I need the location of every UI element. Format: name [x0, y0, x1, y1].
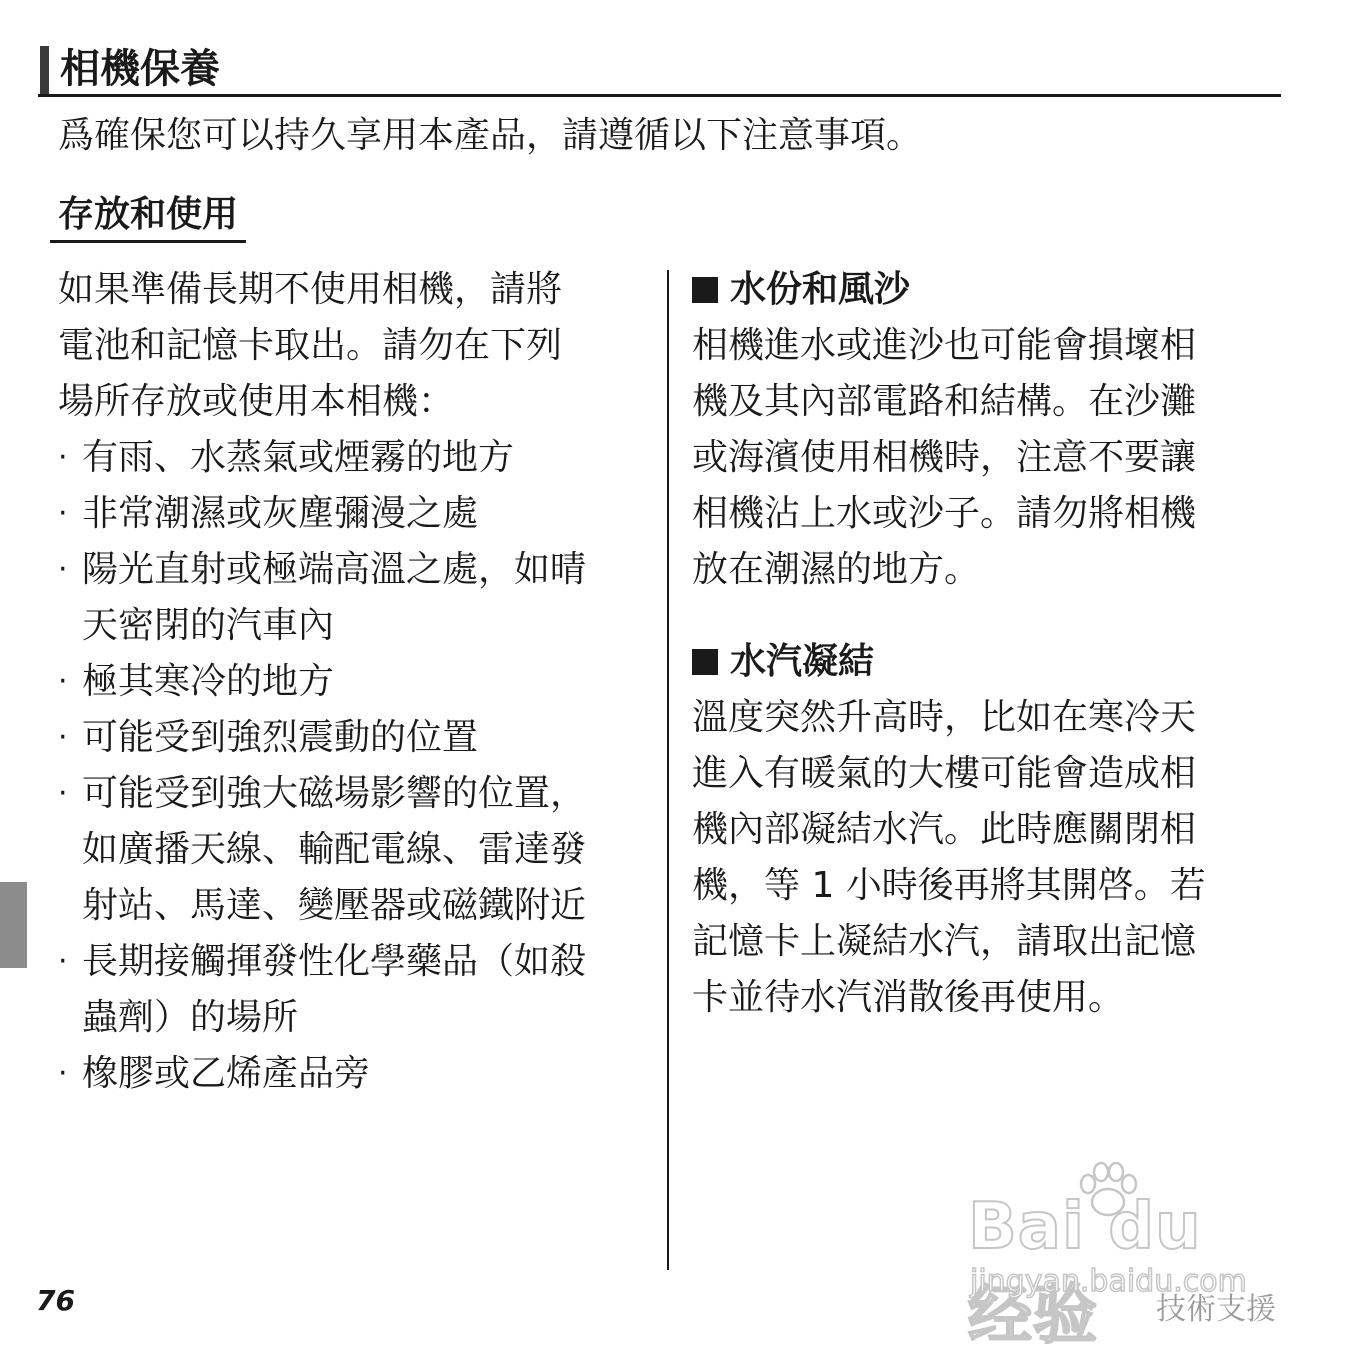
intro-text: 爲確保您可以持久享用本產品，請遵循以下注意事項。 [58, 115, 923, 156]
list-item-line: 有雨、水蒸氣或煙霧的地方 [82, 437, 515, 478]
bullet-dot: · [58, 664, 68, 699]
bullet-dot: · [58, 1056, 68, 1091]
list-item-line: 橡膠或乙烯產品旁 [82, 1053, 371, 1094]
bullet-dot: · [58, 776, 68, 811]
condensation-line: 卡並待水汽消散後再使用。 [692, 977, 1125, 1018]
water-sand-line: 相機沾上水或沙子。請勿將相機 [692, 493, 1197, 534]
condensation-line: 溫度突然升高時，比如在寒冷天 [692, 697, 1197, 738]
baidu-watermark [968, 1160, 1278, 1353]
page-number: 76 [36, 1284, 75, 1317]
title-marker [40, 46, 49, 94]
page-title: 相機保養 [60, 46, 220, 92]
list-item [58, 766, 654, 934]
bullet-dot: · [58, 944, 68, 979]
watermark-support-text: 技術支援 [1156, 1292, 1276, 1327]
condensation-line: 進入有暖氣的大樓可能會造成相 [692, 753, 1197, 794]
list-item-line: 蟲劑）的場所 [82, 997, 299, 1038]
bullet-dot: · [58, 496, 68, 531]
section-heading-label: 水汽凝結 [730, 641, 875, 682]
storage-lead-line: 場所存放或使用本相機： [58, 381, 455, 422]
water-sand-line: 或海濱使用相機時，注意不要讓 [692, 437, 1197, 478]
column-divider [667, 270, 669, 1270]
list-item-line: 如廣播天線、輸配電線、雷達發 [82, 829, 587, 870]
page-title-bar [38, 44, 1281, 97]
storage-column [58, 262, 654, 1102]
list-item-line: 長期接觸揮發性化學藥品（如殺 [82, 941, 587, 982]
bullet-dot: · [58, 720, 68, 755]
care-column [692, 262, 1262, 1026]
watermark-logo-text: Bai du 经验 [968, 1190, 1202, 1353]
section-heading-water-sand [692, 262, 1262, 318]
list-item-line: 陽光直射或極端高溫之處，如晴 [82, 549, 587, 590]
square-bullet-icon [692, 649, 718, 675]
section-heading-condensation [692, 634, 1262, 690]
section-heading-label: 水份和風沙 [730, 269, 911, 310]
storage-bullet-list [58, 430, 654, 1102]
list-item [58, 654, 654, 710]
condensation-line: 機，等 1 小時後再將其開啓。若 [692, 865, 1206, 906]
list-item-line: 射站、馬達、變壓器或磁鐵附近 [82, 885, 587, 926]
list-item-line: 極其寒冷的地方 [82, 661, 335, 702]
chapter-side-tab [0, 882, 27, 968]
condensation-line: 記憶卡上凝結水汽，請取出記憶 [692, 921, 1197, 962]
storage-lead-line: 如果準備長期不使用相機，請將 [58, 269, 563, 310]
condensation-line: 機內部凝結水汽。此時應關閉相 [692, 809, 1197, 850]
list-item-line: 天密閉的汽車內 [82, 605, 335, 646]
watermark-url: jingyan.baidu.com [970, 1264, 1247, 1299]
storage-lead-line: 電池和記憶卡取出。請勿在下列 [58, 325, 563, 366]
list-item [58, 934, 654, 1046]
water-sand-line: 放在潮濕的地方。 [692, 549, 981, 590]
section-spacer [692, 598, 1262, 634]
list-item-line: 可能受到強大磁場影響的位置， [82, 773, 587, 814]
water-sand-line: 相機進水或進沙也可能會損壞相 [692, 325, 1197, 366]
bullet-dot: · [58, 440, 68, 475]
bullet-dot: · [58, 552, 68, 587]
list-item-line: 可能受到強烈震動的位置 [82, 717, 479, 758]
list-item [58, 710, 654, 766]
list-item [58, 1046, 654, 1102]
list-item [58, 542, 654, 654]
list-item-line: 非常潮濕或灰塵彌漫之處 [82, 493, 479, 534]
list-item [58, 430, 654, 486]
square-bullet-icon [692, 277, 718, 303]
water-sand-line: 機及其內部電路和結構。在沙灘 [692, 381, 1197, 422]
section-heading-storage: 存放和使用 [50, 190, 246, 243]
list-item [58, 486, 654, 542]
